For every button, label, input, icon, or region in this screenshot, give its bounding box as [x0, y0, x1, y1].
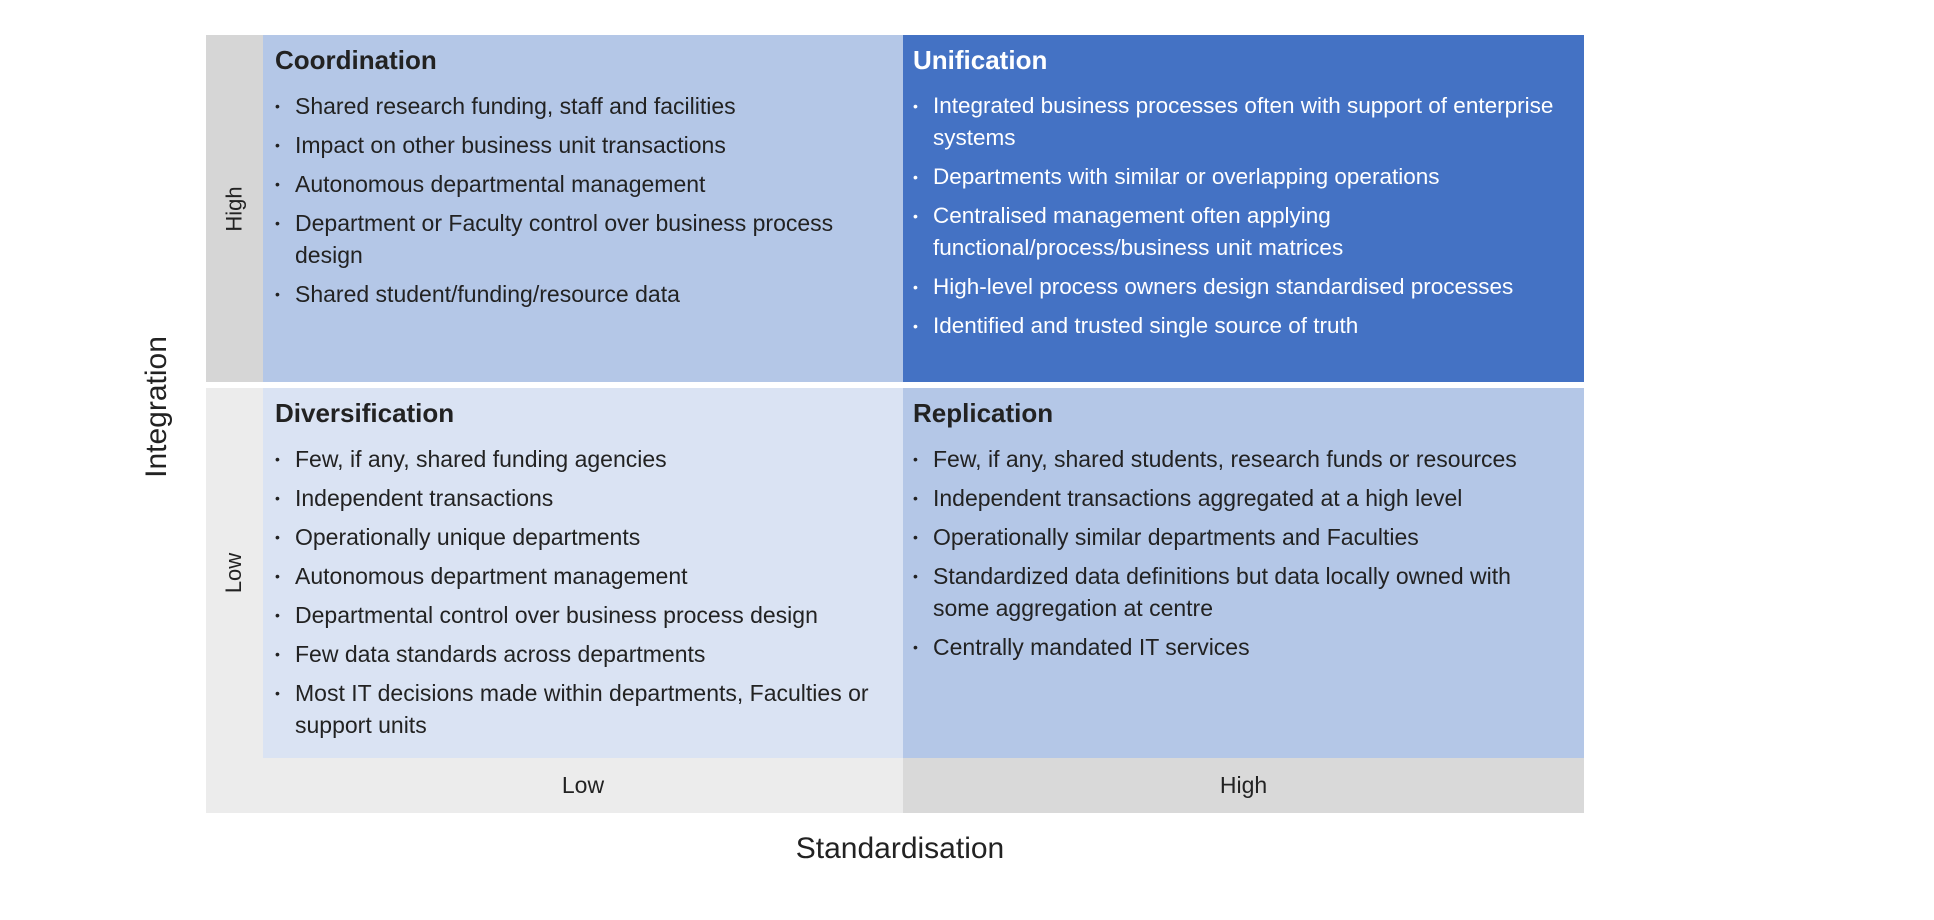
quadrant-list: [913, 443, 1572, 663]
row-label-high: High: [206, 35, 263, 382]
list-item: • Operationally similar departments and Faculties: [913, 521, 1572, 553]
list-item: • Standardized data definitions but data locally owned with some aggregation at centre: [913, 560, 1572, 624]
list-item: • Shared research funding, staff and facilities: [275, 90, 891, 122]
list-item: • Department or Faculty control over business process design: [275, 207, 891, 271]
quadrant-title: Unification: [913, 45, 1048, 75]
column-label-low: Low: [263, 758, 903, 813]
quadrant-list: [913, 90, 1572, 342]
quadrant-replication: [903, 388, 1584, 758]
quadrant-title: Replication: [913, 398, 1054, 428]
quadrant-list: [275, 443, 891, 741]
axis-title-standardisation: Standardisation: [795, 832, 1005, 865]
list-item: • Autonomous department management: [275, 560, 891, 592]
list-item: • Shared student/funding/resource data: [275, 278, 891, 310]
list-item: • Independent transactions: [275, 482, 891, 514]
list-item: • Few, if any, shared funding agencies: [275, 443, 891, 475]
column-label-high: High: [903, 758, 1584, 813]
list-item: • Integrated business processes often with support of enterprise systems: [913, 90, 1572, 154]
row-label-low: Low: [206, 388, 263, 758]
list-item: • Autonomous departmental management: [275, 168, 891, 200]
quadrant-unification: [903, 35, 1584, 382]
corner-cell: [206, 758, 263, 813]
quadrant-coordination: [263, 35, 903, 382]
list-item: • Centrally mandated IT services: [913, 631, 1572, 663]
list-item: • Few, if any, shared students, research funds or resources: [913, 443, 1572, 475]
list-item: • Most IT decisions made within departments, Faculties or support units: [275, 677, 891, 741]
quadrant-list: [275, 90, 891, 310]
list-item: • Independent transactions aggregated at a high level: [913, 482, 1572, 514]
list-item: • Few data standards across departments: [275, 638, 891, 670]
quadrant-matrix: [206, 35, 1584, 813]
quadrant-diversification: [263, 388, 903, 758]
list-item: • Impact on other business unit transactions: [275, 129, 891, 161]
list-item: • Operationally unique departments: [275, 521, 891, 553]
list-item: • Identified and trusted single source of truth: [913, 310, 1572, 342]
quadrant-title: Coordination: [275, 45, 437, 75]
list-item: • Centralised management often applying functional/process/business unit matrices: [913, 200, 1572, 264]
list-item: • High-level process owners design standardised processes: [913, 271, 1572, 303]
quadrant-title: Diversification: [275, 398, 455, 428]
list-item: • Departments with similar or overlapping operations: [913, 161, 1572, 193]
axis-title-integration: Integration: [140, 336, 173, 478]
list-item: • Departmental control over business process design: [275, 599, 891, 631]
